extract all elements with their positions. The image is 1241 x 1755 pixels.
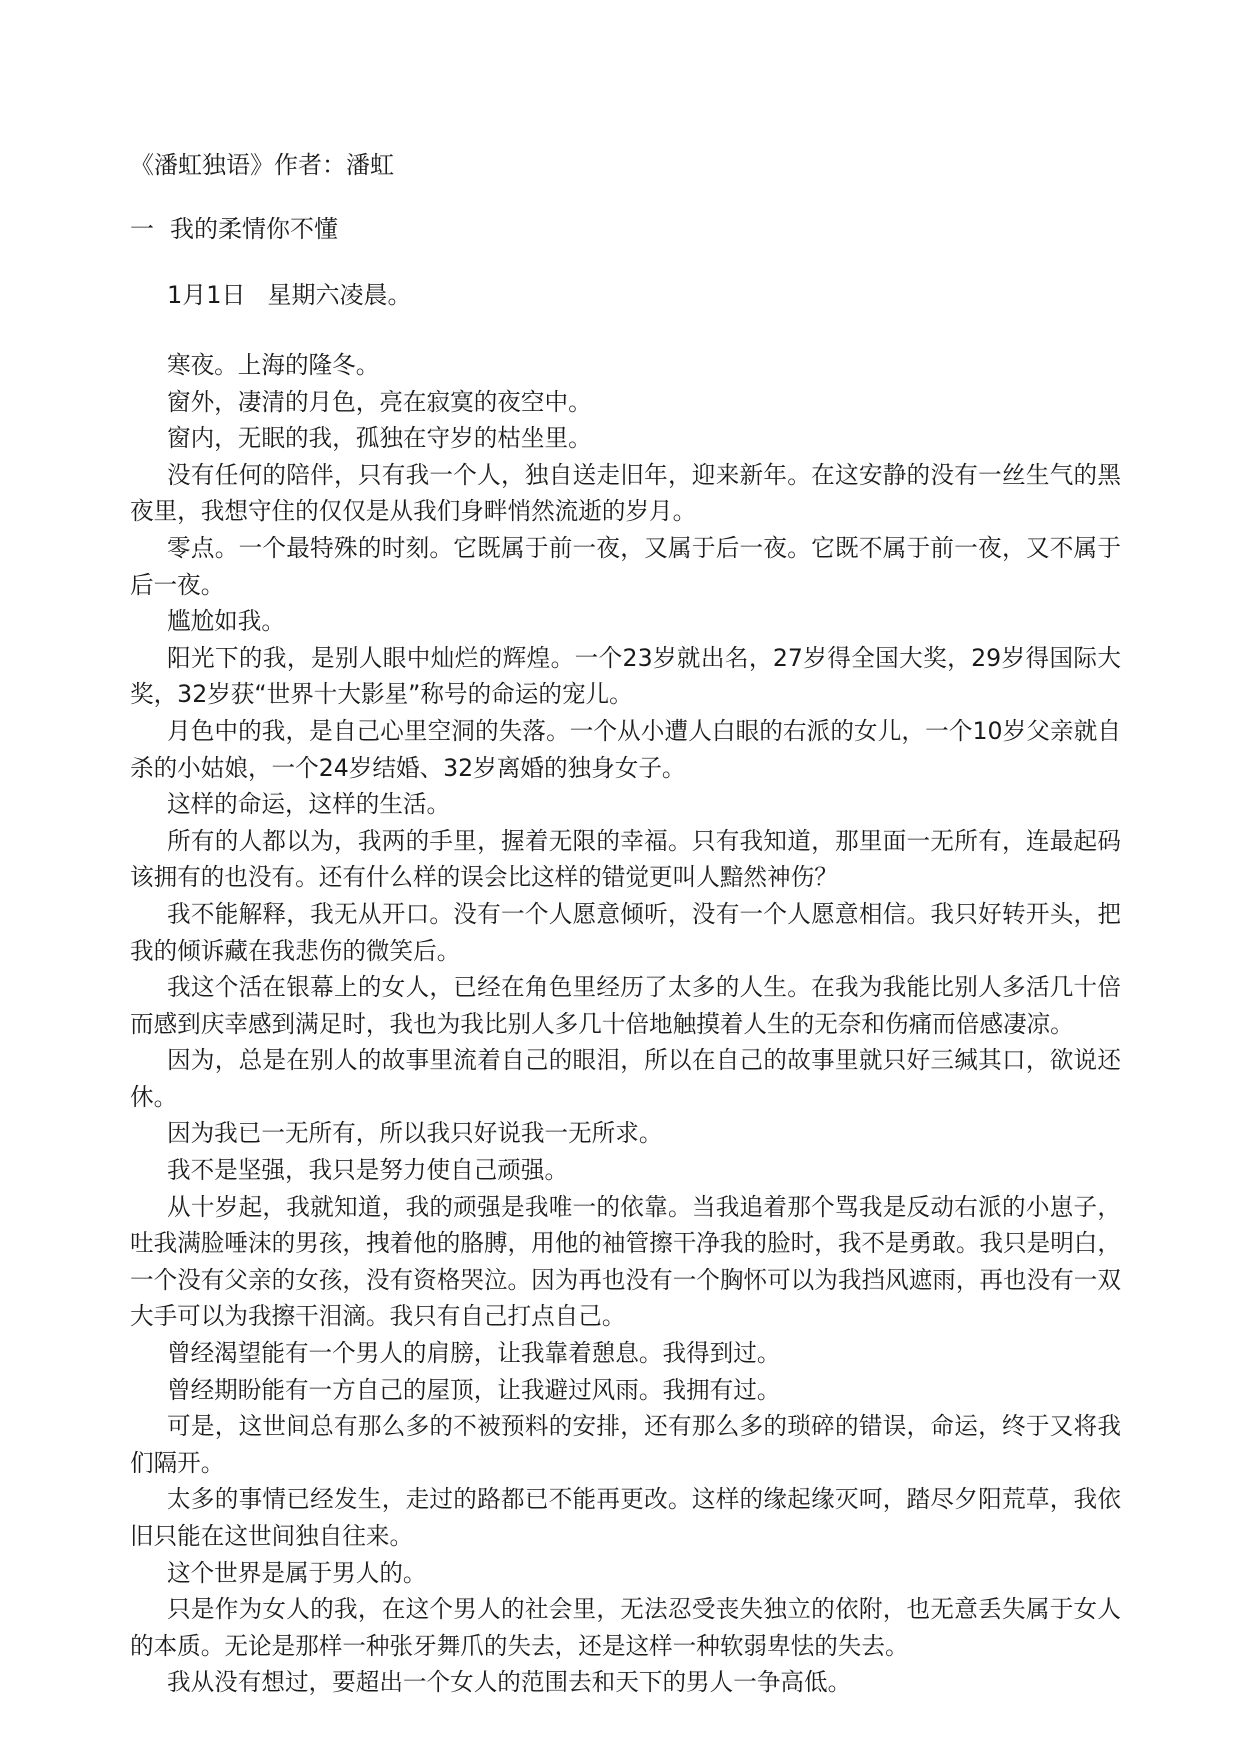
- paragraph: 没有任何的陪伴，只有我一个人，独自送走旧年，迎来新年。在这安静的没有一丝生气的黑夜里，我想守住的仅仅是从我们身畔悄然流逝的岁月。: [130, 460, 1121, 526]
- paragraph: 因为我已一无所有，所以我只好说我一无所求。: [167, 1119, 663, 1148]
- paragraph: 这样的命运，这样的生活。: [167, 790, 451, 819]
- paragraph: 窗内，无眠的我，孤独在守岁的枯坐里。: [167, 424, 592, 453]
- entry-date-line: [167, 279, 412, 311]
- paragraph: 窗外，凄清的月色，亮在寂寞的夜空中。: [167, 387, 592, 416]
- paragraph: 因为，总是在别人的故事里流着自己的眼泪，所以在自己的故事里就只好三缄其口，欲说还休。: [130, 1046, 1121, 1111]
- paragraph: 月色中的我，是自己心里空洞的失落。一个从小遭人白眼的右派的女儿，一个10岁父亲就自杀的小姑娘，一个24岁结婚、32岁离婚的独身女子。: [130, 716, 1121, 782]
- paragraph: 我这个活在银幕上的女人，已经在角色里经历了太多的人生。在我为我能比别人多活几十倍而感到庆幸感到满足时，我也为我比别人多几十倍地触摸着人生的无奈和伤痛而倍感凄凉。: [130, 973, 1121, 1038]
- paragraph: 从十岁起，我就知道，我的顽强是我唯一的依靠。当我追着那个骂我是反动右派的小崽子，吐我满脸唾沫的男孩，拽着他的胳膊，用他的袖管擦干净我的脸时，我不是勇敢。我只是明白，一个没有父亲的女孩，没有资格哭泣。因为再也没有一个胸怀可以为我挡风遮雨，再也没有一双大手可以为我擦干泪滴。我只有自己打点自己。: [130, 1192, 1121, 1331]
- paragraph: 阳光下的我，是别人眼中灿烂的辉煌。一个23岁就出名，27岁得全国大奖，29岁得国际大奖，32岁获“世界十大影星”称号的命运的宠儿。: [130, 643, 1121, 709]
- paragraph: 尴尬如我。: [167, 607, 285, 636]
- chapter-number: 一: [130, 215, 154, 243]
- chapter-heading: [130, 213, 338, 245]
- paragraph: 我从没有想过，要超出一个女人的范围去和天下的男人一争高低。: [167, 1668, 852, 1697]
- paragraph: 可是，这世间总有那么多的不被预料的安排，还有那么多的琐碎的错误，命运，终于又将我们隔开。: [130, 1412, 1121, 1477]
- paragraph: 所有的人都以为，我两的手里，握着无限的幸福。只有我知道，那里面一无所有，连最起码该拥有的也没有。还有什么样的误会比这样的错觉更叫人黯然神伤？: [130, 826, 1121, 892]
- paragraph: 太多的事情已经发生，走过的路都已不能再更改。这样的缘起缘灭呵，踏尽夕阳荒草，我依旧只能在这世间独自往来。: [130, 1485, 1121, 1550]
- paragraph: 曾经期盼能有一方自己的屋顶，让我避过风雨。我拥有过。: [167, 1375, 781, 1404]
- paragraph: 曾经渴望能有一个男人的肩膀，让我靠着憩息。我得到过。: [167, 1339, 781, 1368]
- paragraph: 零点。一个最特殊的时刻。它既属于前一夜，又属于后一夜。它既不属于前一夜，又不属于后一夜。: [130, 533, 1121, 599]
- body-text: [130, 347, 1121, 1701]
- chapter-title: 我的柔情你不懂: [170, 215, 338, 243]
- paragraph: 寒夜。上海的隆冬。: [167, 351, 380, 379]
- paragraph: 我不能解释，我无从开口。没有一个人愿意倾听，没有一个人愿意相信。我只好转开头，把我的倾诉藏在我悲伤的微笑后。: [130, 899, 1121, 965]
- entry-day: 星期六凌晨。: [267, 281, 412, 309]
- entry-date: 1月1日: [167, 281, 246, 309]
- paragraph: 这个世界是属于男人的。: [167, 1558, 427, 1587]
- book-title: 《潘虹独语》作者：潘虹: [130, 151, 394, 179]
- paragraph: 我不是坚强，我只是努力使自己顽强。: [167, 1156, 569, 1185]
- paragraph: 只是作为女人的我，在这个男人的社会里，无法忍受丧失独立的依附，也无意丢失属于女人的本质。无论是那样一种张牙舞爪的失去，还是这样一种软弱卑怯的失去。: [130, 1595, 1121, 1660]
